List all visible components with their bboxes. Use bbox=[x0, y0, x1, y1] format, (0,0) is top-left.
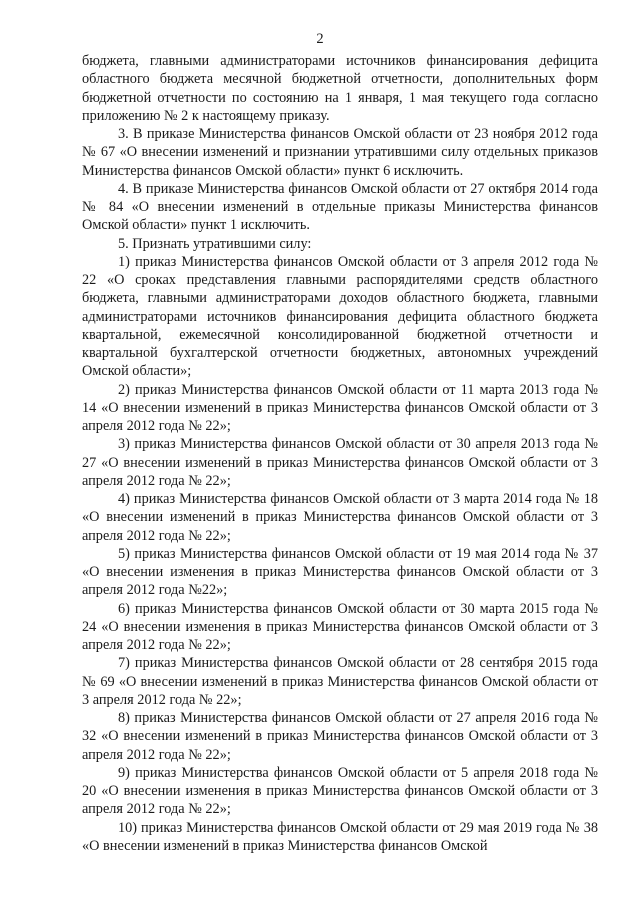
paragraph-item-3: 3. В приказе Министерства финансов Омской области от 23 ноября 2012 года № 67 «О внесении изменений и признании утратившими силу отдельных приказов Министерства финансов Омской области» пункт 6 исключить. bbox=[82, 126, 598, 179]
page-number: 2 bbox=[316, 31, 324, 47]
paragraph-continuation: бюджета, главными администраторами источников финансирования дефицита областного бюджета месячной бюджетной отчетности, дополнительных форм бюджетной отчетности по состоянию на 1 января, 1 мая текущего года согласно приложению № 2 к настоящему приказу. bbox=[82, 53, 598, 124]
list-item-9: 9) приказ Министерства финансов Омской области от 5 апреля 2018 года № 20 «О внесении изменения в приказ Министерства финансов Омской области от 3 апреля 2012 года № 22»; bbox=[82, 764, 598, 818]
document-body bbox=[82, 52, 598, 855]
paragraph-item-4: 4. В приказе Министерства финансов Омской области от 27 октября 2014 года № 84 «О внесении изменений в отдельные приказы Министерства финансов Омской области» пункт 1 исключить. bbox=[82, 180, 598, 234]
list-item-7: 7) приказ Министерства финансов Омской области от 28 сентября 2015 года № 69 «О внесении изменений в приказ Министерства финансов Омской области от 3 апреля 2012 года № 22»; bbox=[82, 655, 598, 708]
paragraph-item-5-heading: 5. Признать утратившими силу: bbox=[118, 235, 312, 252]
list-item-10: 10) приказ Министерства финансов Омской области от 29 мая 2019 года № 38 «О внесении изменений в приказ Министерства финансов Омской bbox=[82, 819, 598, 854]
list-item-2: 2) приказ Министерства финансов Омской области от 11 марта 2013 года № 14 «О внесении изменений в приказ Министерства финансов Омской области от 3 апреля 2012 года № 22»; bbox=[82, 381, 598, 434]
list-item-4: 4) приказ Министерства финансов Омской области от 3 марта 2014 года № 18 «О внесении изменений в приказ Министерства финансов Омской области от 3 апреля 2012 года № 22»; bbox=[82, 491, 598, 544]
list-item-3: 3) приказ Министерства финансов Омской области от 30 апреля 2013 года № 27 «О внесении изменений в приказ Министерства финансов Омской области от 3 апреля 2012 года № 22»; bbox=[82, 436, 598, 489]
list-item-5: 5) приказ Министерства финансов Омской области от 19 мая 2014 года № 37 «О внесении изменения в приказ Министерства финансов Омской области от 3 апреля 2012 года №22»; bbox=[82, 545, 598, 599]
list-item-8: 8) приказ Министерства финансов Омской области от 27 апреля 2016 года № 32 «О внесении изменений в приказ Министерства финансов Омской области от 3 апреля 2012 года № 22»; bbox=[82, 710, 598, 763]
list-item-1: 1) приказ Министерства финансов Омской области от 3 апреля 2012 года № 22 «О сроках представления главными распорядителями средств областного бюджета, главными администраторами доходов областного бюджета, главными администраторами источников финансирования дефицита областного бюджета квартальной, ежемесячной консолидированной бюджетной отчетности и квартальной бухгалтерской отчетности бюджетных, автономных учреждений Омской области»; bbox=[82, 253, 598, 380]
list-item-6: 6) приказ Министерства финансов Омской области от 30 марта 2015 года № 24 «О внесении изменения в приказ Министерства финансов Омской области от 3 апреля 2012 года № 22»; bbox=[82, 600, 598, 653]
